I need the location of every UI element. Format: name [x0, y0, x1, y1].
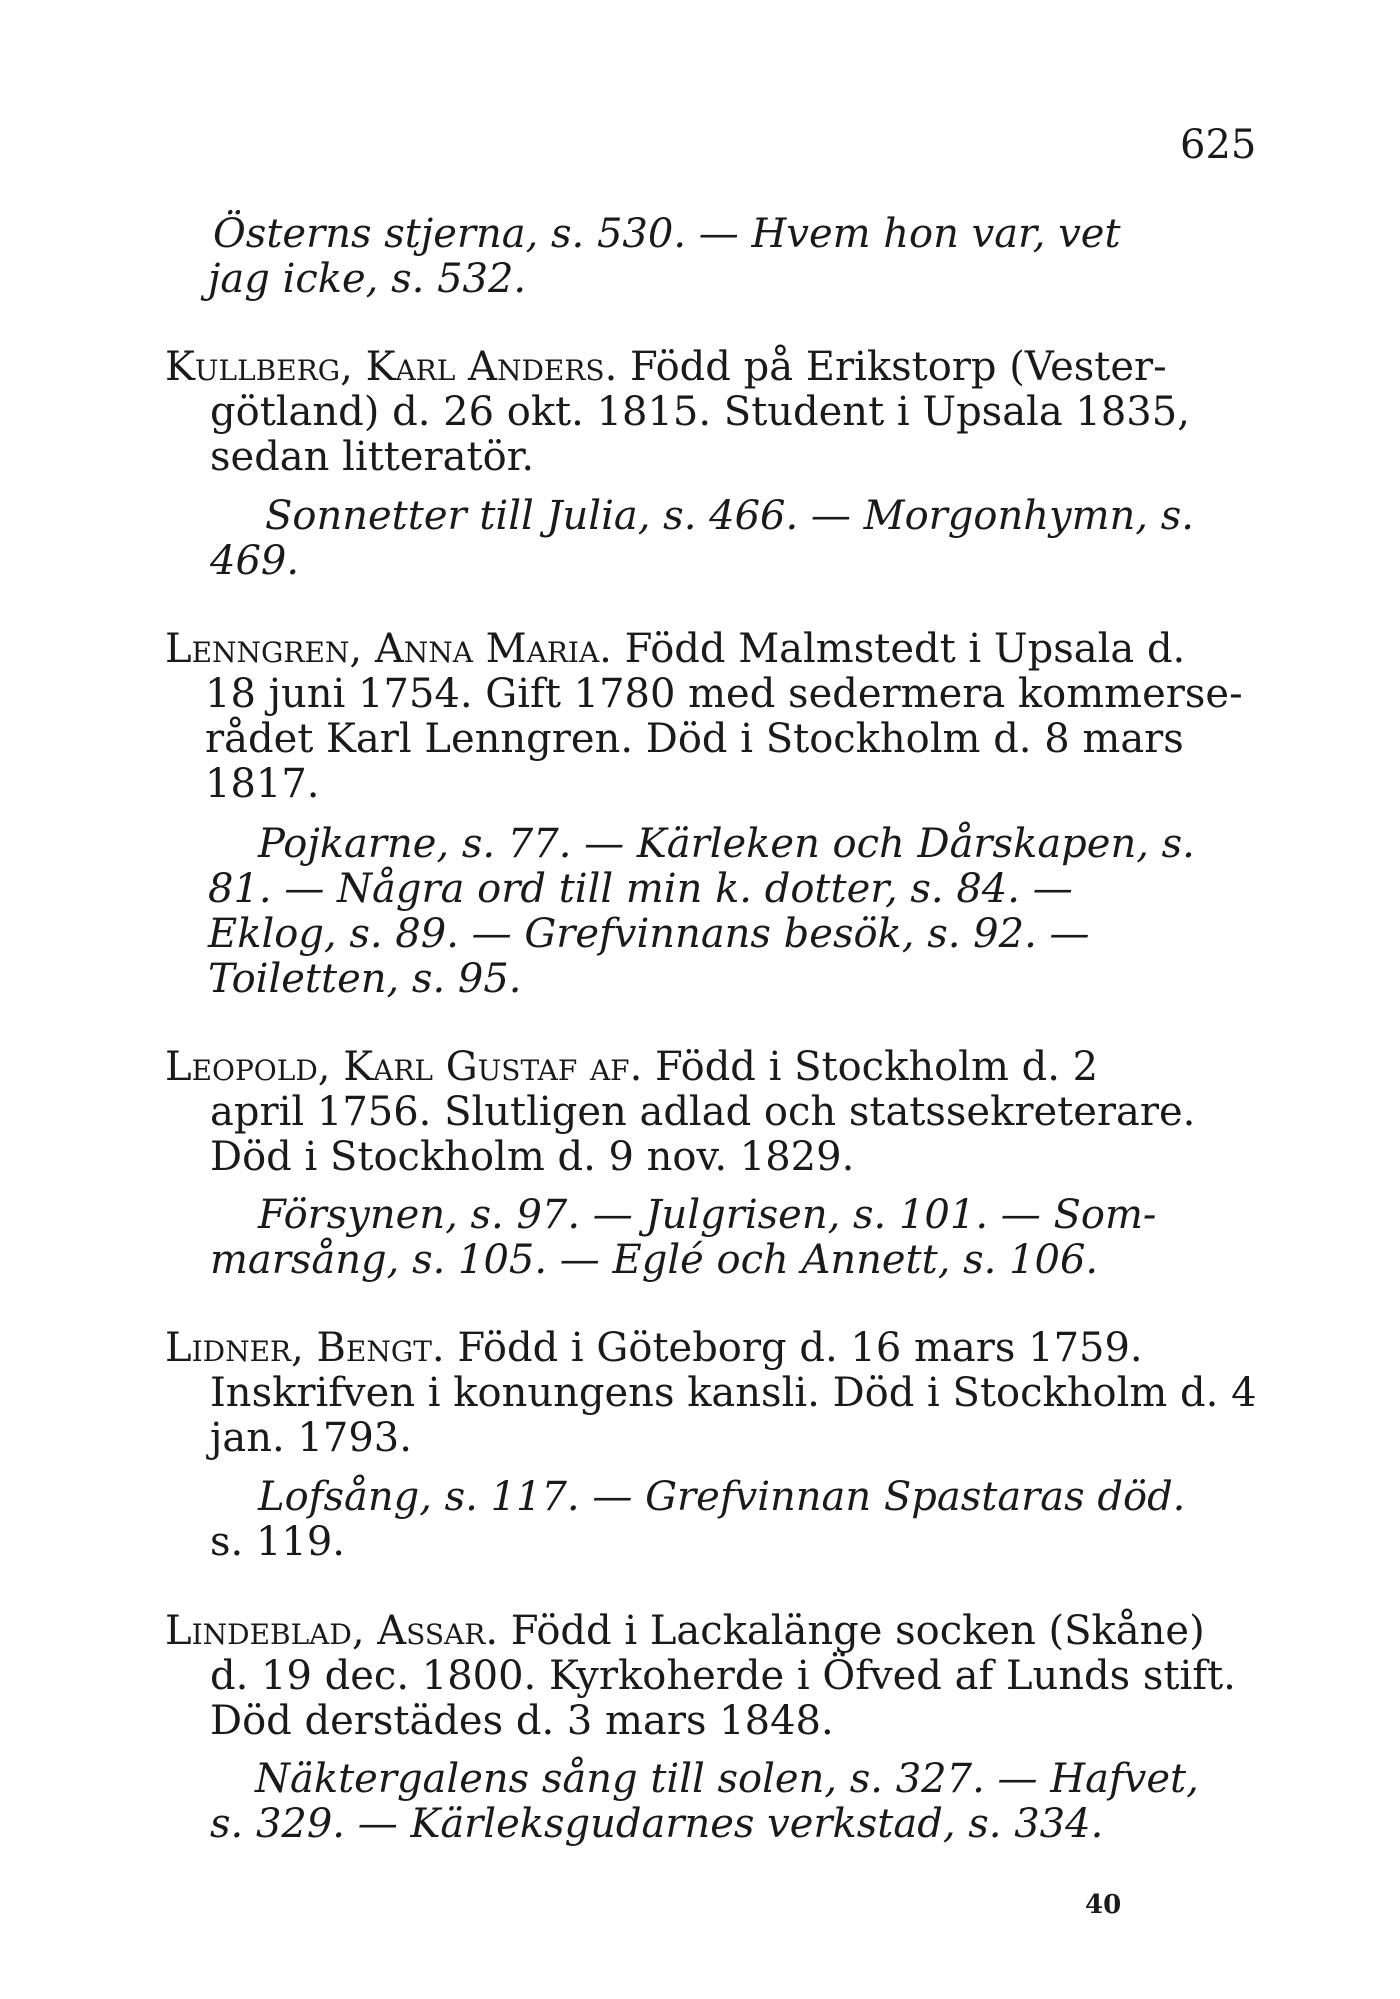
text-line: Försynen, s. 97. — Julgrisen, s. 101. — Som- [258, 1192, 1157, 1238]
text-line: jan. 1793. [210, 1415, 412, 1461]
author-name: Kullberg, Karl Anders. [165, 344, 618, 390]
text-line: april 1756. Slutligen adlad och statssekreterare. [210, 1089, 1196, 1135]
text-line: marsång, s. 105. — Eglé och Annett, s. 106. [210, 1237, 1099, 1283]
text-line: Lofsång, s. 117. — Grefvinnan Spastaras död. [258, 1474, 1186, 1520]
page-number: 625 [1180, 122, 1257, 168]
entry-lenngren-bio [165, 627, 1243, 807]
entry-kullberg-works [210, 493, 1194, 584]
author-name: Lindeblad, Assar. [165, 1608, 499, 1654]
entry-lidner-works [210, 1474, 1186, 1565]
text-line [165, 1045, 1195, 1090]
text-line: Näktergalens sång till solen, s. 327. — Hafvet, [255, 1756, 1199, 1802]
text-line: Död i Stockholm d. 9 nov. 1829. [210, 1134, 855, 1180]
text-line: sedan litteratör. [210, 434, 535, 480]
text-line: jag icke, s. 532. [208, 256, 527, 302]
author-name: Leopold, Karl Gustaf af. [165, 1044, 643, 1090]
text-line [165, 1609, 1236, 1654]
text-line: rådet Karl Lenngren. Död i Stockholm d. 8 mars [205, 716, 1184, 762]
text-line: götland) d. 26 okt. 1815. Student i Upsala 1835, [210, 389, 1190, 435]
text-line: s. 329. — Kärleksgudarnes verkstad, s. 334. [210, 1801, 1104, 1847]
text-line: d. 19 dec. 1800. Kyrkoherde i Öfved af Lunds stift. [210, 1653, 1236, 1699]
bio-text: Född i Stockholm d. 2 [642, 1044, 1099, 1090]
text-line: Pojkarne, s. 77. — Kärleken och Dårskapen, s. [258, 821, 1195, 867]
entry-lidner-bio [165, 1326, 1257, 1461]
entry-lenngren-works [208, 821, 1195, 1002]
entry-leopold-bio [165, 1045, 1195, 1180]
text-line: Toiletten, s. 95. [208, 956, 522, 1002]
entry-lindeblad-works [210, 1756, 1199, 1847]
text-line: 1817. [205, 761, 320, 807]
text-line: Eklog, s. 89. — Grefvinnans besök, s. 92. — [208, 911, 1090, 957]
signature-mark: 40 [1085, 1890, 1122, 1920]
text-line: s. 119. [210, 1519, 346, 1565]
text-line [165, 345, 1190, 390]
author-name: Lidner, Bengt. [165, 1325, 445, 1371]
text-line: Österns stjerna, s. 530. — Hvem hon var, vet [213, 211, 1121, 257]
entry-osterns-works [208, 211, 1121, 302]
bio-text: Född Malmstedt i Upsala d. [611, 626, 1186, 672]
text-line: 18 juni 1754. Gift 1780 med sedermera kommerse- [205, 671, 1243, 717]
entry-lindeblad-bio [165, 1609, 1236, 1744]
text-line: 81. — Några ord till min k. dotter, s. 84. — [208, 866, 1073, 912]
bio-text: Född i Lackalänge socken (Skåne) [498, 1608, 1205, 1654]
text-line: Död derstädes d. 3 mars 1848. [210, 1698, 834, 1744]
text-line: 469. [210, 538, 300, 584]
author-name: Lenngren, Anna Maria. [165, 626, 612, 672]
entry-leopold-works [210, 1192, 1157, 1283]
text-line [165, 1326, 1257, 1371]
text-line: Sonnetter till Julia, s. 466. — Morgonhymn, s. [265, 493, 1194, 539]
bio-text: Född på Erikstorp (Vester- [617, 344, 1167, 390]
text-line: Inskrifven i konungens kansli. Död i Stockholm d. 4 [210, 1370, 1257, 1416]
entry-kullberg-bio [165, 345, 1190, 480]
bio-text: Född i Göteborg d. 16 mars 1759. [444, 1325, 1143, 1371]
text-line [165, 627, 1243, 672]
